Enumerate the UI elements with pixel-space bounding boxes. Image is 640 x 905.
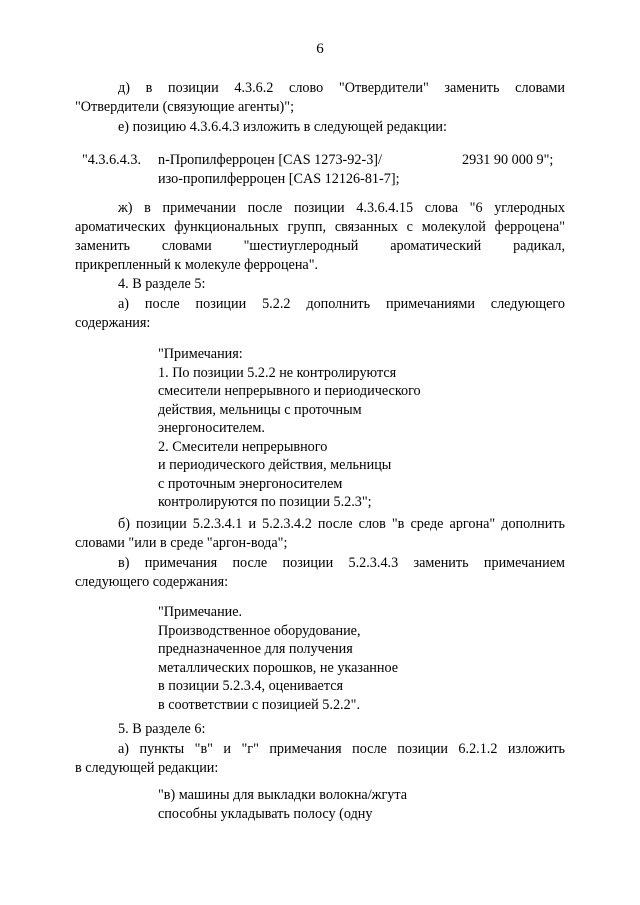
quote-block (158, 786, 407, 823)
notes-line: 1. По позиции 5.2.2 не контролируются (158, 364, 397, 381)
quote-line: способны укладывать полосу (одну (158, 805, 373, 822)
entry-name-line2: изо-пропилферроцен [CAS 12126-81-7]; (158, 171, 400, 187)
item-d-line2: "Отвердители (связующие агенты)"; (75, 99, 295, 115)
notes-line: смесители непрерывного и периодического (158, 383, 421, 399)
note-line: в позиции 5.2.3.4, оценивается (158, 678, 344, 694)
notes-line: энергоносителем. (158, 420, 265, 436)
entry-hs-code: 2931 90 000 9"; (462, 152, 554, 168)
section5-item-a-line2: в следующей редакции: (75, 760, 219, 776)
note-line: металлических порошков, не указанное (158, 659, 399, 676)
item-zh-line3: заменить словами "шестиуглеродный ароматический радикал, (75, 238, 565, 254)
notes-line: с проточным энергоносителем (158, 475, 343, 492)
notes-line: "Примечания: (158, 346, 243, 362)
entry-name-line1: n-Пропилферроцен [CAS 1273-92-3]/ (158, 152, 382, 168)
page-number: 6 (316, 41, 324, 57)
section4-item-v-line1: в) примечания после позиции 5.2.3.4.3 заменить примечанием (118, 555, 565, 571)
note-line: Производственное оборудование, (158, 622, 361, 639)
notes-line: контролируются по позиции 5.2.3"; (158, 494, 372, 510)
item-zh-line2: ароматических функциональных групп, связанных с молекулой ферроцена" (75, 219, 565, 235)
item-zh-line1: ж) в примечании после позиции 4.3.6.4.15 слова "6 углеродных (118, 200, 565, 216)
section5-heading: 5. В разделе 6: (118, 721, 206, 737)
notes-block (158, 345, 421, 512)
note-line: в соответствии с позицией 5.2.2". (158, 696, 361, 713)
note-block (158, 603, 398, 714)
note-line: предназначенное для получения (158, 641, 353, 657)
section5-item-a-line1: а) пункты "в" и "г" примечания после позиции 6.2.1.2 изложить (118, 741, 565, 757)
note-line: "Примечание. (158, 604, 243, 620)
section4-item-b-line2: словами "или в среде "аргон-вода"; (75, 535, 288, 551)
section4-item-v-line2: следующего содержания: (75, 574, 229, 590)
section4-item-b-line1: б) позиции 5.2.3.4.1 и 5.2.3.4.2 после слов "в среде аргона" дополнить (118, 516, 565, 532)
quote-line: "в) машины для выкладки волокна/жгута (158, 787, 408, 803)
section4-item-a-line2: содержания: (75, 315, 151, 331)
section4-heading: 4. В разделе 5: (118, 276, 206, 292)
item-zh-line4: прикрепленный к молекуле ферроцена". (75, 257, 319, 273)
notes-line: 2. Смесители непрерывного (158, 438, 328, 455)
section4-item-a-line1: а) после позиции 5.2.2 дополнить примечаниями следующего (118, 296, 565, 312)
notes-line: и периодического действия, мельницы (158, 457, 392, 473)
item-d-line1: д) в позиции 4.3.6.2 слово "Отвердители" заменить словами (118, 80, 565, 96)
notes-line: действия, мельницы с проточным (158, 401, 362, 418)
item-e: е) позицию 4.3.6.4.3 изложить в следующей редакции: (118, 119, 447, 135)
entry-code: "4.3.6.4.3. (82, 152, 141, 168)
